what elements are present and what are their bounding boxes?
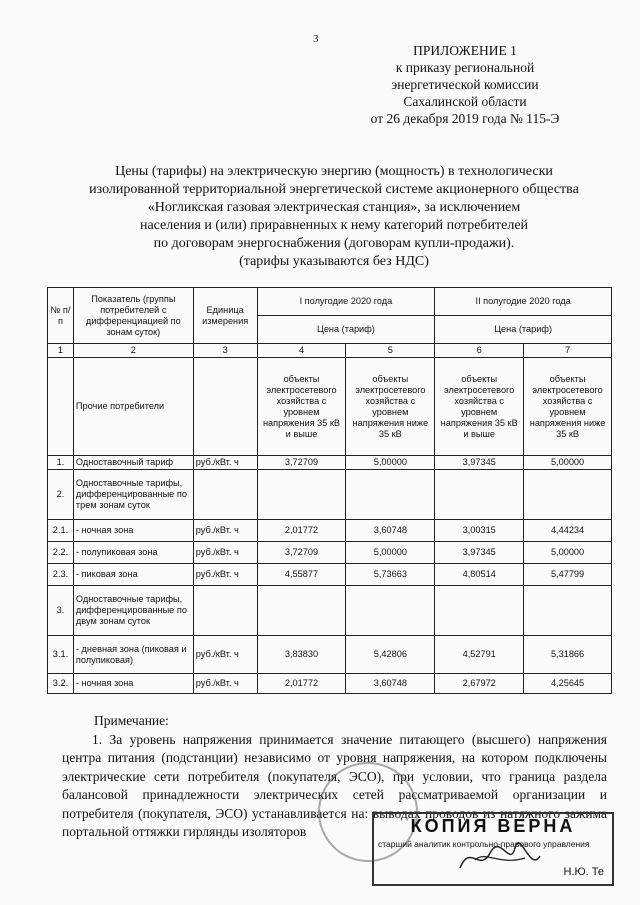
tariff-value: 3,00315 [435,520,524,542]
voltage-subheader: объекты электросетевого хозяйства с уровнем напряжения ниже 35 кВ [524,358,612,456]
title-line: Цены (тарифы) на электрическую энергию (мощность) в технологически [115,164,553,179]
voltage-subheader: объекты электросетевого хозяйства с уровнем напряжения 35 кВ и выше [257,358,346,456]
row-name: - ночная зона [73,674,193,694]
row-number: 3.1. [48,636,74,674]
tariff-value: 4,25645 [524,674,612,694]
row-unit [193,586,257,636]
row-number: 3. [48,586,74,636]
tariff-value: 5,47799 [524,564,612,586]
row-unit: руб./кВт. ч [193,636,257,674]
column-number: 4 [257,344,346,358]
table-row [48,564,612,586]
signature-icon [455,838,545,878]
column-number: 2 [73,344,193,358]
tariff-value [524,586,612,636]
stamp-name: Н.Ю. Те [563,866,604,878]
row-number: 1. [48,456,74,470]
appendix-line: от 26 декабря 2019 года № 115-Э [370,111,560,126]
header-first-half: I полугодие 2020 года [257,288,435,316]
tariff-value: 5,73663 [346,564,435,586]
row-unit [193,470,257,520]
tariff-value: 5,00000 [524,456,612,470]
title-line: «Ногликская газовая электрическая станция», за исключением [147,200,521,215]
table-row [48,520,612,542]
table-row [48,586,612,636]
table-row [48,542,612,564]
header-price: Цена (тариф) [435,316,612,344]
note-heading: Примечание: [94,713,169,728]
header-second-half: II полугодие 2020 года [435,288,612,316]
page-number: 3 [313,33,319,45]
header-unit: Единица измерения [193,288,257,344]
header-number: № п/п [48,288,74,344]
group-label: Прочие потребители [73,358,193,456]
tariff-value: 5,42806 [346,636,435,674]
row-name: - дневная зона (пиковая и полупиковая) [73,636,193,674]
tariff-value: 4,52791 [435,636,524,674]
tariff-value: 2,67972 [435,674,524,694]
row-name: - пиковая зона [73,564,193,586]
tariff-value [435,586,524,636]
tariff-value: 3,97345 [435,542,524,564]
tariff-value [346,586,435,636]
tariff-value [257,586,346,636]
tariff-value: 2,01772 [257,674,346,694]
tariff-value: 5,00000 [346,542,435,564]
tariff-value [435,470,524,520]
table-cell [48,358,74,456]
appendix-line: Сахалинской области [403,94,527,109]
row-number: 2.2. [48,542,74,564]
tariff-value: 4,55877 [257,564,346,586]
row-unit: руб./кВт. ч [193,674,257,694]
appendix-line: ПРИЛОЖЕНИЕ 1 [413,43,517,58]
table-row [48,456,612,470]
appendix-line: энергетической комиссии [391,77,539,92]
voltage-subheader: объекты электросетевого хозяйства с уровнем напряжения 35 кВ и выше [435,358,524,456]
tariff-value: 3,60748 [346,674,435,694]
tariff-value: 5,00000 [346,456,435,470]
column-number: 7 [524,344,612,358]
title-line: по договорам энергоснабжения (договорам купли-продажи). [153,236,515,251]
table-row [48,674,612,694]
tariff-value [346,470,435,520]
row-unit: руб./кВт. ч [193,564,257,586]
tariff-table [47,287,612,694]
row-unit: руб./кВт. ч [193,456,257,470]
column-number: 6 [435,344,524,358]
column-number: 5 [346,344,435,358]
header-price: Цена (тариф) [257,316,435,344]
row-name: Одноставочные тарифы, дифференцированные по трем зонам суток [73,470,193,520]
tariff-value [524,470,612,520]
column-number: 1 [48,344,74,358]
tariff-value: 4,44234 [524,520,612,542]
row-name: Одноставочные тарифы, дифференцированные по двум зонам суток [73,586,193,636]
table-row [48,470,612,520]
row-number: 2. [48,470,74,520]
tariff-value: 3,60748 [346,520,435,542]
title-line: изолированной территориальной энергетической системе акционерного общества [89,182,579,197]
row-name: - полупиковая зона [73,542,193,564]
note-item-1: 1. За уровень напряжения принимается значение питающего (высшего) напряжения центра питания (подстанции) независимо от уровня напряжения, на котором подключены электрические сети потребителя (покупателя, ЭСО), при условии, что граница раздела балансовой принадлежности электрических сетей рассматриваемой организации и потребителя (покупателя, ЭСО) устанавливается на: выводах проводов из натяжного зажима портальной оттяжки гирлянды изоляторов [62,731,607,839]
appendix-line: к приказу региональной [395,60,535,75]
row-number: 2.1. [48,520,74,542]
title-line: (тарифы указываются без НДС) [239,254,429,269]
row-number: 3.2. [48,674,74,694]
tariff-value [257,470,346,520]
stamp-title: КОПИЯ ВЕРНА [410,816,576,836]
row-name: Одноставочный тариф [73,456,193,470]
tariff-value: 2,01772 [257,520,346,542]
row-unit: руб./кВт. ч [193,542,257,564]
tariff-value: 5,31866 [524,636,612,674]
tariff-value: 4,80514 [435,564,524,586]
row-number: 2.3. [48,564,74,586]
column-number: 3 [193,344,257,358]
row-unit: руб./кВт. ч [193,520,257,542]
tariff-value: 3,72709 [257,542,346,564]
header-indicator: Показатель (группы потребителей с дифференциацией по зонам суток) [73,288,193,344]
table-row [48,636,612,674]
row-name: - ночная зона [73,520,193,542]
tariff-value: 3,97345 [435,456,524,470]
appendix-header [330,42,600,127]
tariff-value: 3,72709 [257,456,346,470]
voltage-subheader: объекты электросетевого хозяйства с уровнем напряжения ниже 35 кВ [346,358,435,456]
title-line: населения и (или) приравненных к нему категорий потребителей [139,218,529,233]
document-title [58,163,610,271]
table-cell [193,358,257,456]
tariff-value: 5,00000 [524,542,612,564]
tariff-value: 3,83830 [257,636,346,674]
stamp-position: старший аналитик контрольно-правового управления [378,839,590,849]
